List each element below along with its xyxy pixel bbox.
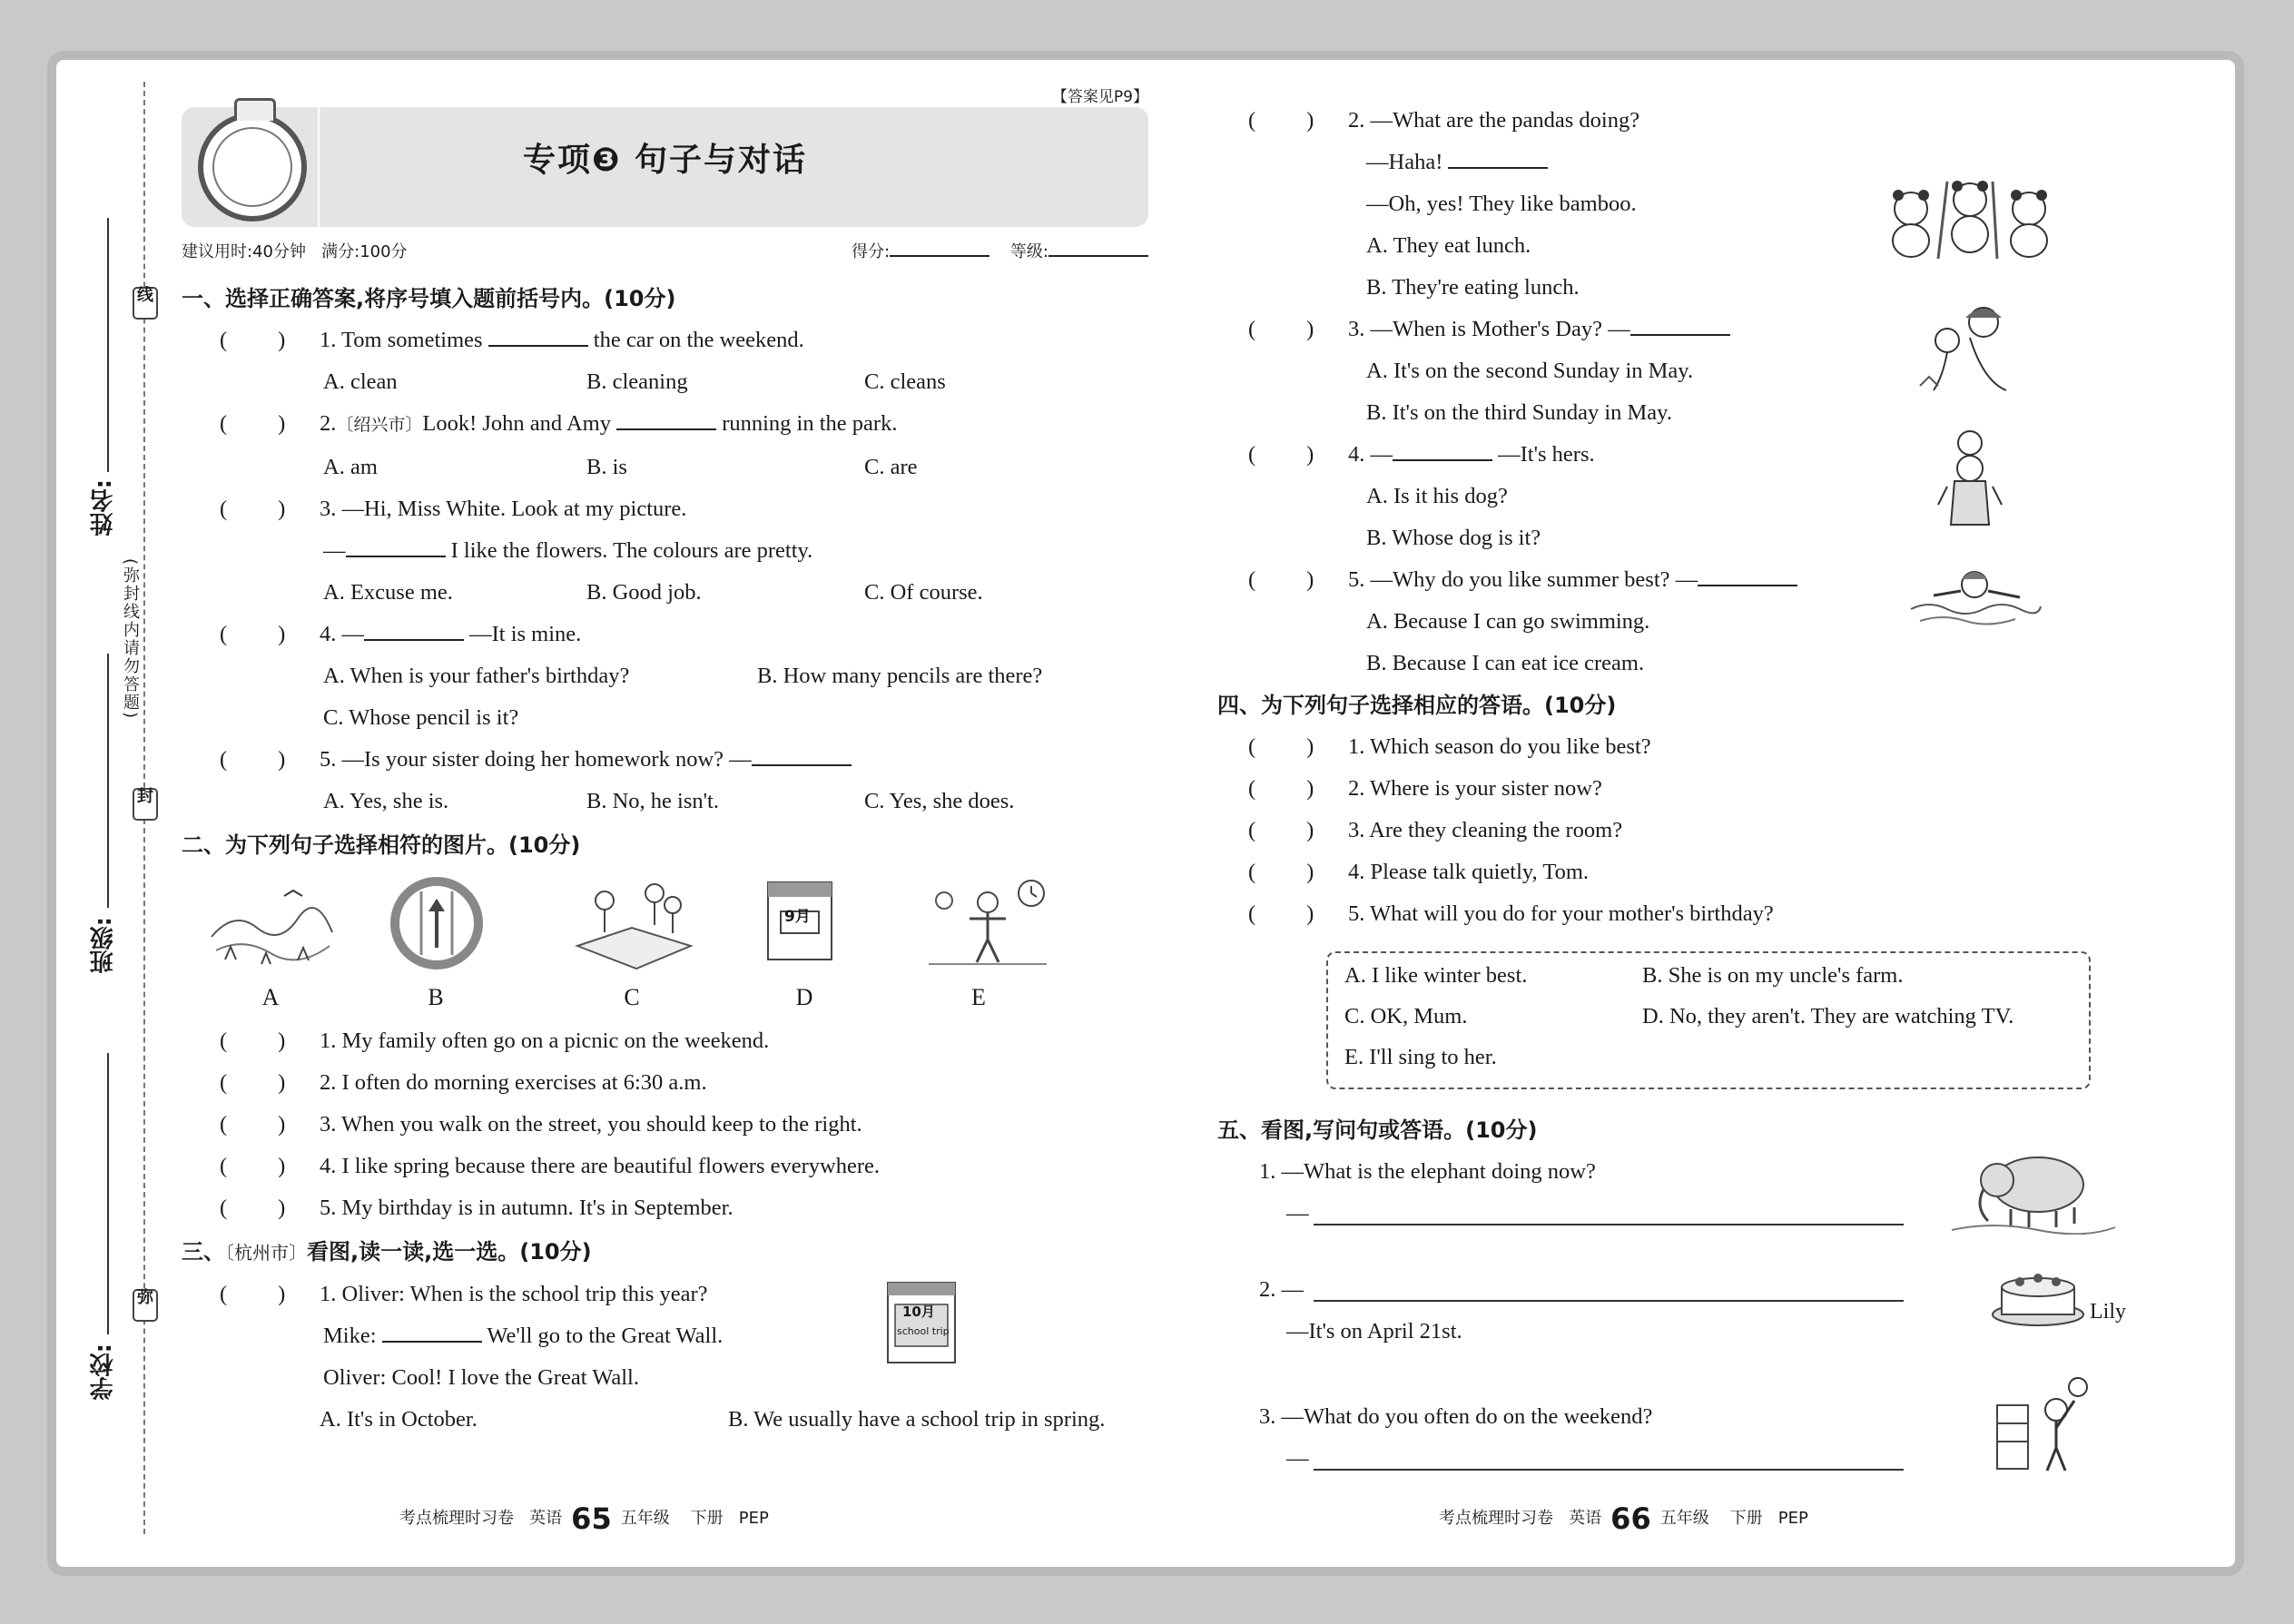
s1-q4: ( ) 4. — —It is mine. — [182, 614, 1148, 655]
s1-q3: ( ) 3. —Hi, Miss White. Look at my picture. — [182, 488, 1148, 530]
class-field[interactable] — [107, 654, 109, 908]
answer-bracket[interactable]: ( ) — [1248, 317, 1314, 341]
title-banner — [182, 107, 1148, 227]
answer-reference: 【答案见P9】 — [1051, 88, 1148, 106]
name-label: 姓名: — [90, 479, 117, 536]
swimmer-illustration — [1906, 559, 2043, 646]
s5-q1: 1. —What is the elephant doing now? — — [1221, 1151, 2129, 1269]
choice-d: D. No, they aren't. They are watching TV. — [1642, 1004, 2014, 1029]
picture-d-calendar — [759, 873, 886, 973]
elephant-illustration — [1947, 1144, 2120, 1249]
s1-q1-options: A. clean B. cleaning C. cleans — [323, 369, 946, 394]
footer-right: 考点梳理时习卷 英语 66 五年级 下册 PEP — [1439, 1501, 1808, 1536]
seal-mark-line: 线 — [133, 287, 158, 320]
seal-mark-seal: 封 — [133, 788, 158, 821]
picture-b-keep-right-sign — [387, 873, 514, 973]
grade-label: 等级: — [1009, 242, 1049, 261]
answer-bracket[interactable]: ( ) — [220, 411, 286, 436]
class-label: 班级: — [90, 917, 117, 974]
s1-q5-options: A. Yes, she is. B. No, he isn't. C. Yes, she does. — [323, 789, 1015, 813]
s4-item-5: ( ) 5. What will you do for your mother's birthday? — [1221, 893, 2129, 935]
calendar-month-text: 10月 — [902, 1304, 935, 1320]
section-2-title: 二、为下列句子选择相符的图片。(10分) — [182, 832, 581, 858]
choice-a: A. I like winter best. — [1344, 963, 1528, 988]
answer-bracket[interactable]: ( ) — [1248, 442, 1314, 467]
answer-bracket[interactable]: ( ) — [220, 1282, 286, 1306]
exam-meta — [182, 227, 1148, 278]
s4-answer-choices — [1326, 951, 2091, 1089]
answer-bracket[interactable]: ( ) — [220, 622, 286, 646]
s1-q1: ( ) 1. Tom sometimes the car on the weekend. — [182, 320, 1148, 361]
school-trip-calendar — [881, 1274, 962, 1364]
s1-q4-options: A. When is your father's birthday? B. How many pencils are there? — [323, 664, 1043, 688]
answer-line[interactable] — [1314, 1469, 1904, 1471]
calendar-month-text: 9月 — [784, 908, 811, 926]
s3-q4: ( ) 4. — —It's hers. A. Is it his dog? B. Whose dog is it? — [1221, 434, 2129, 559]
answer-bracket[interactable]: ( ) — [220, 1029, 286, 1053]
s4-item-3: ( ) 3. Are they cleaning the room? — [1221, 810, 2129, 851]
answer-bracket[interactable]: ( ) — [220, 328, 286, 352]
footer-left: 考点梳理时习卷 英语 65 五年级 下册 PEP — [399, 1501, 769, 1536]
cake-name-label: Lily — [2090, 1300, 2126, 1324]
right-page — [1217, 100, 2129, 1536]
section-5-title: 五、看图,写问句或答语。(10分) — [1217, 1117, 1538, 1143]
s2-item-1: ( ) 1. My family often go on a picnic on the weekend. — [182, 1020, 1148, 1062]
s3-q5: ( ) 5. —Why do you like summer best? — A. Because I can go swimming. B. Because I can eat ice cream. — [1221, 559, 2129, 684]
picture-c-label: C — [624, 984, 640, 1010]
picture-e-morning-exercise — [924, 873, 1051, 973]
answer-bracket[interactable]: ( ) — [1248, 818, 1314, 842]
time-limit: 建议用时:40分钟 — [182, 242, 306, 261]
s5-q2: 2. — —It's on April 21st. Lily — [1221, 1269, 2129, 1396]
girl-with-dog-illustration — [1929, 425, 2011, 548]
pandas-illustration — [1884, 172, 2056, 278]
s1-q3-line2: — I like the flowers. The colours are pretty. — [182, 530, 1148, 572]
s4-item-4: ( ) 4. Please talk quietly, Tom. — [1221, 851, 2129, 893]
s1-q2-options: A. am B. is C. are — [323, 455, 918, 479]
answer-line[interactable] — [1314, 1300, 1904, 1302]
picture-a-label: A — [261, 984, 280, 1010]
s1-q2: ( ) 2.〔绍兴市〕Look! John and Amy running in the park. — [182, 403, 1148, 447]
s2-item-4: ( ) 4. I like spring because there are beautiful flowers everywhere. — [182, 1146, 1148, 1187]
s2-item-5: ( ) 5. My birthday is in autumn. It's in September. — [182, 1187, 1148, 1229]
s3-q3: ( ) 3. —When is Mother's Day? — A. It's on the second Sunday in May. B. It's on the third Sunday in May. — [1221, 309, 2129, 434]
s5-q3: 3. —What do you often do on the weekend? — — [1221, 1396, 2129, 1505]
answer-bracket[interactable]: ( ) — [220, 747, 286, 772]
picture-b-label: B — [428, 984, 444, 1010]
seal-note: (弥封线内请勿答题) — [121, 558, 140, 721]
picture-e-label: E — [971, 984, 986, 1010]
s2-item-3: ( ) 3. When you walk on the street, you should keep to the right. — [182, 1104, 1148, 1146]
s4-item-2: ( ) 2. Where is your sister now? — [1221, 768, 2129, 810]
answer-bracket[interactable]: ( ) — [220, 1196, 286, 1220]
s1-q4-option-c: C. Whose pencil is it? — [323, 705, 519, 730]
answer-bracket[interactable]: ( ) — [1248, 734, 1314, 759]
answer-bracket[interactable]: ( ) — [220, 497, 286, 521]
answer-bracket[interactable]: ( ) — [1248, 860, 1314, 884]
answer-bracket[interactable]: ( ) — [1248, 901, 1314, 926]
answer-bracket[interactable]: ( ) — [1248, 776, 1314, 801]
choice-e: E. I'll sing to her. — [1344, 1045, 1497, 1069]
grade-field[interactable] — [1049, 235, 1148, 257]
seal-mark-close: 弥 — [133, 1289, 158, 1322]
choice-b: B. She is on my uncle's farm. — [1642, 963, 1904, 988]
section-4-title: 四、为下列句子选择相应的答语。(10分) — [1217, 693, 1617, 718]
score-field[interactable] — [890, 235, 989, 257]
picture-a-landscape — [207, 873, 334, 973]
s3-q2: ( ) 2. —What are the pandas doing? —Haha! —Oh, yes! They like bamboo. A. They eat lunch. B. They're eating lunch. — [1221, 100, 2129, 309]
school-label: 学校: — [90, 1343, 117, 1401]
s4-item-1: ( ) 1. Which season do you like best? — [1221, 726, 2129, 768]
full-score: 满分:100分 — [321, 242, 408, 261]
s1-q3-options: A. Excuse me. B. Good job. C. Of course. — [323, 580, 983, 605]
s1-q5: ( ) 5. —Is your sister doing her homework now? — — [182, 739, 1148, 781]
answer-bracket[interactable]: ( ) — [220, 1070, 286, 1095]
section-1-title: 一、选择正确答案,将序号填入题前括号内。(10分) — [182, 286, 676, 311]
school-field[interactable] — [107, 1053, 109, 1334]
answer-line[interactable] — [1314, 1224, 1904, 1225]
mother-child-illustration — [1906, 300, 2033, 414]
picture-d-label: D — [795, 984, 813, 1010]
calendar-event-text: school trip — [897, 1325, 950, 1337]
left-page — [182, 82, 1148, 1536]
answer-bracket[interactable]: ( ) — [220, 1112, 286, 1137]
answer-bracket[interactable]: ( ) — [1248, 108, 1314, 133]
s3-q1: ( ) 1. Oliver: When is the school trip this year? Mike: We'll go to the Great Wall. Oliver: Cool! I love the Great Wall. A. It's in October. B. We usually have a school trip in spring. 10月 school trip — [182, 1274, 1148, 1441]
name-field[interactable] — [107, 218, 109, 472]
birthday-cake-illustration — [1988, 1260, 2126, 1347]
section-3-title: 三、〔杭州市〕看图,读一读,选一选。(10分) — [182, 1239, 592, 1265]
answer-bracket[interactable]: ( ) — [220, 1154, 286, 1178]
girl-playing-badminton-illustration — [1993, 1369, 2092, 1492]
s2-picture-row — [182, 866, 1148, 1020]
choice-c: C. OK, Mum. — [1344, 1004, 1468, 1029]
answer-bracket[interactable]: ( ) — [1248, 567, 1314, 592]
s2-item-2: ( ) 2. I often do morning exercises at 6:30 a.m. — [182, 1062, 1148, 1104]
score-label: 得分: — [851, 242, 891, 261]
page-title: 专项❸ 句子与对话 — [522, 142, 807, 179]
picture-c-picnic — [568, 873, 695, 973]
